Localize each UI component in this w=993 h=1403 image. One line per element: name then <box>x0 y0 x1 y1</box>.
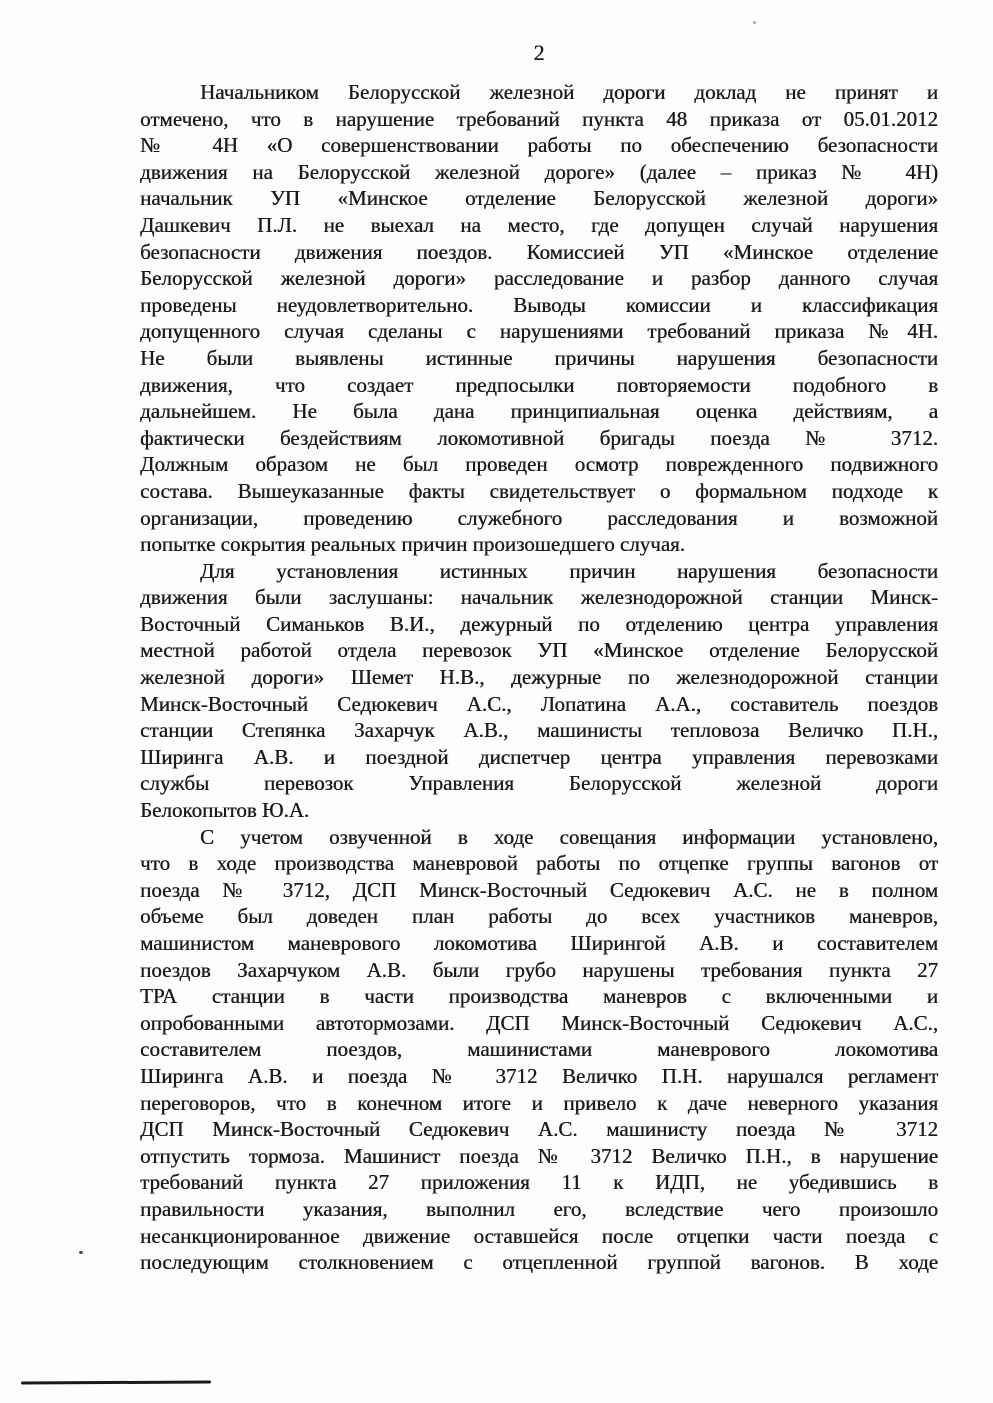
text-line: поездов Захарчуком А.В. были грубо нарушены требования пункта 27 <box>140 957 938 982</box>
text-line: Должным образом не был проведен осмотр поврежденного подвижного <box>140 452 938 477</box>
text-line: фактически бездействиям локомотивной бригады поезда № 3712. <box>140 425 938 450</box>
document-body <box>140 79 938 1276</box>
text-line: движения, что создает предпосылки повторяемости подобного в <box>140 372 938 397</box>
text-line: местной работой отдела перевозок УП «Минское отделение Белорусской <box>140 638 938 663</box>
text-line: Белокопытов Ю.А. <box>140 798 310 823</box>
text-line: что в ходе производства маневровой работы по отцепке группы вагонов от <box>140 851 938 876</box>
text-line: Восточный Симаньков В.И., дежурный по отделению центра управления <box>140 611 938 636</box>
text-line: дальнейшем. Не была дана принципиальная оценка действиям, а <box>140 399 938 424</box>
text-line: Белорусской железной дороги» расследование и разбор данного случая <box>140 266 938 291</box>
text-line: ДСП Минск-Восточный Седюкевич А.С. машинисту поезда № 3712 <box>140 1117 938 1142</box>
text-line: последующим столкновением с отцепленной группой вагонов. В ходе <box>140 1250 938 1275</box>
scan-speck-icon <box>79 1251 83 1254</box>
page-number: 2 <box>533 40 545 65</box>
text-line: железной дороги» Шемет Н.В., дежурные по железнодорожной станции <box>140 665 938 690</box>
text-line: отмечено, что в нарушение требований пункта 48 приказа от 05.01.2012 <box>140 106 938 131</box>
text-line: правильности указания, выполнил его, вследствие чего произошло <box>140 1196 938 1221</box>
text-line: машинистом маневрового локомотива Ширингой А.В. и составителем <box>140 931 938 955</box>
text-line: Дашкевич П.Л. не выехал на место, где допущен случай нарушения <box>140 212 938 237</box>
text-line: ТРА станции в части производства маневров с включенными и <box>140 984 938 1009</box>
text-line: безопасности движения поездов. Комиссией УП «Минское отделение <box>140 239 938 264</box>
text-line: Начальником Белорусской железной дороги доклад не принят и <box>200 80 938 104</box>
text-line: отпустить тормоза. Машинист поезда № 3712 Величко П.Н., в нарушение <box>140 1143 938 1168</box>
text-line: Не были выявлены истинные причины нарушения безопасности <box>140 345 938 370</box>
text-line: допущенного случая сделаны с нарушениями требований приказа №4Н. <box>140 319 938 344</box>
text-line: С учетом озвученной в ходе совещания информации установлено, <box>200 824 938 849</box>
text-line: Минск-Восточный Седюкевич А.С., Лопатина А.А., составитель поездов <box>140 691 938 716</box>
text-line: несанкционированное движение оставшейся после отцепки части поезда с <box>140 1223 938 1248</box>
text-line: станции Степянка Захарчук А.В., машинисты тепловоза Величко П.Н., <box>140 718 938 743</box>
text-line: составителем поездов, машинистами маневрового локомотива <box>140 1037 938 1062</box>
text-line: проведены неудовлетворительно. Выводы комиссии и классификация <box>140 292 938 317</box>
text-line: организации, проведению служебного расследования и возможной <box>140 505 938 530</box>
text-line: опробованными автотормозами. ДСП Минск-Восточный Седюкевич А.С., <box>140 1010 938 1035</box>
text-line: состава. Вышеуказанные факты свидетельствует о формальном подходе к <box>140 478 938 503</box>
text-line: движения были заслушаны: начальник железнодорожной станции Минск- <box>140 585 938 610</box>
text-line: попытке сокрытия реальных причин произошедшего случая. <box>140 532 685 557</box>
text-line: поезда № 3712, ДСП Минск-Восточный Седюкевич А.С. не в полном <box>140 877 938 902</box>
text-line: службы перевозок Управления Белорусской железной дороги <box>140 771 938 796</box>
text-line: движения на Белорусской железной дороге» (далее – приказ № 4Н) <box>140 159 938 184</box>
scan-speck-icon <box>753 21 756 24</box>
text-line: объеме был доведен план работы до всех участников маневров, <box>140 904 938 929</box>
text-line: начальник УП «Минское отделение Белорусской железной дороги» <box>140 186 938 211</box>
text-line: переговоров, что в конечном итоге и привело к даче неверного указания <box>140 1090 938 1115</box>
footnote-separator-line <box>21 1381 211 1385</box>
text-line: № 4Н «О совершенствовании работы по обеспечению безопасности <box>140 133 938 158</box>
text-line: Ширинга А.В. и поездной диспетчер центра управления перевозками <box>140 744 938 769</box>
text-line: требований пункта 27 приложения 11 к ИДП, не убедившись в <box>140 1170 938 1195</box>
text-line: Для установления истинных причин нарушения безопасности <box>200 558 938 583</box>
text-line: Ширинга А.В. и поезда № 3712 Величко П.Н. нарушался регламент <box>140 1063 938 1088</box>
